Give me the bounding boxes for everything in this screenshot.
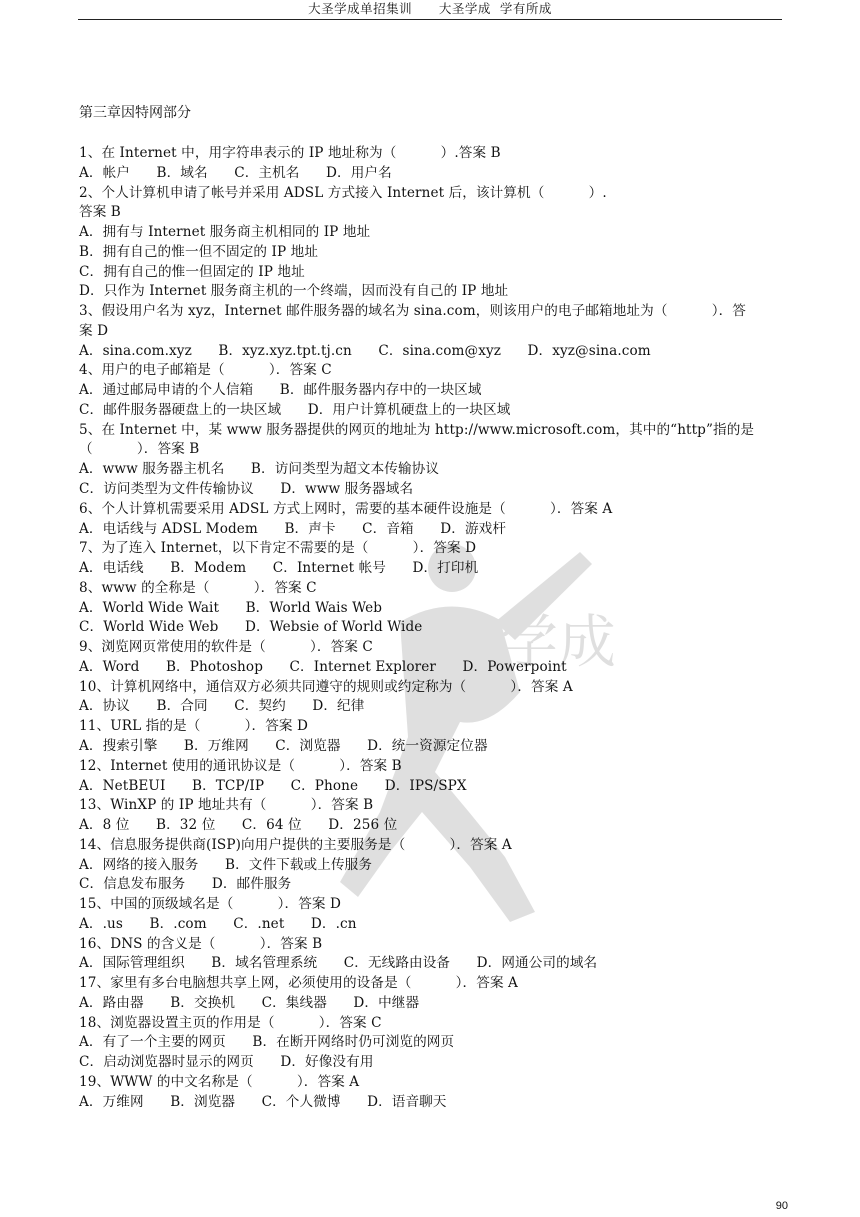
text-line: （ ）．答案 B [79, 441, 200, 458]
text-line: A．网络的接入服务 B．文件下载或上传服务 [79, 856, 373, 873]
text-line: A．协议 B．合同 C．契约 D．纪律 [79, 698, 365, 715]
text-line: C．信息发布服务 D．邮件服务 [79, 876, 292, 893]
text-line: A．有了一个主要的网页 B．在断开网络时仍可浏览的网页 [79, 1034, 455, 1051]
text-line: A．电话线 B．Modem C．Internet 帐号 D．打印机 [79, 560, 479, 577]
page-number: 90 [775, 1200, 788, 1212]
text-line: 18、浏览器设置主页的作用是（ ）．答案 C [79, 1014, 382, 1031]
text-line: 9、浏览网页常使用的软件是（ ）．答案 C [79, 639, 373, 656]
text-line: A．sina.com.xyz B．xyz.xyz.tpt.tj.cn C．sina.com@xyz D．xyz@sina.com [79, 342, 651, 359]
text-line: 12、Internet 使用的通讯协议是（ ）．答案 B [79, 757, 402, 774]
text-line: A．World Wide Wait B．World Wais Web [79, 599, 383, 616]
text-line: A．电话线与 ADSL Modem B．声卡 C．音箱 D．游戏杆 [79, 520, 507, 537]
text-line: 7、为了连入 Internet，以下肯定不需要的是（ ）．答案 D [79, 540, 477, 557]
text-line: 答案 B [79, 204, 121, 221]
text-line: 4、用户的电子邮箱是（ ）．答案 C [79, 362, 332, 379]
text-line: C．World Wide Web D．Websie of World Wide [79, 619, 423, 636]
page-header: 大圣学成单招集训 大圣学成 学有所成 [78, 0, 782, 20]
text-line: A．拥有与 Internet 服务商主机相同的 IP 地址 [79, 224, 371, 241]
text-line: A．Word B．Photoshop C．Internet Explorer D．Powerpoint [79, 658, 567, 675]
text-line: C．拥有自己的惟一但固定的 IP 地址 [79, 263, 305, 280]
watermark-text: 学成 [500, 608, 617, 676]
text-line: C．邮件服务器硬盘上的一块区域 D．用户计算机硬盘上的一块区域 [79, 401, 511, 418]
text-line: C．启动浏览器时显示的网页 D．好像没有用 [79, 1054, 374, 1071]
text-line: A．搜索引擎 B．万维网 C．浏览器 D．统一资源定位器 [79, 737, 488, 754]
text-line: A．通过邮局申请的个人信箱 B．邮件服务器内存中的一块区域 [79, 382, 482, 399]
text-line: 19、WWW 的中文名称是（ ）．答案 A [79, 1073, 360, 1090]
text-line: 17、家里有多台电脑想共享上网，必须使用的设备是（ ）．答案 A [79, 975, 518, 992]
text-line: 6、个人计算机需要采用 ADSL 方式上网时，需要的基本硬件设施是（ ）．答案 A [79, 500, 613, 517]
question-list [79, 144, 789, 1113]
text-line: 案 D [79, 322, 109, 339]
text-line: 3、假设用户名为 xyz，Internet 邮件服务器的域名为 sina.com，则该用户的电子邮箱地址为（ ）．答 [79, 303, 746, 320]
text-line: A．路由器 B．交换机 C．集线器 D．中继器 [79, 994, 420, 1011]
text-line: 8、www 的全称是（ ）．答案 C [79, 579, 317, 596]
chapter-title: 第三章因特网部分 [79, 105, 191, 121]
text-line: 14、信息服务提供商(ISP)向用户提供的主要服务是（ ）．答案 A [79, 836, 512, 853]
text-line: D．只作为 Internet 服务商主机的一个终端，因而没有自己的 IP 地址 [79, 283, 509, 300]
text-line: A．8 位 B．32 位 C．64 位 D．256 位 [79, 817, 398, 834]
text-line: 2、个人计算机申请了帐号并采用 ADSL 方式接入 Internet 后，该计算机（ ）. [79, 184, 607, 201]
text-line: A．帐户 B．域名 C．主机名 D．用户名 [79, 164, 392, 181]
text-line: 11、URL 指的是（ ）．答案 D [79, 718, 309, 735]
text-line: B．拥有自己的惟一但不固定的 IP 地址 [79, 243, 319, 260]
text-line: A．.us B．.com C．.net D．.cn [79, 915, 357, 932]
text-line: 10、计算机网络中，通信双方必须共同遵守的规则或约定称为（ ）．答案 A [79, 678, 573, 695]
text-line: A．国际管理组织 B．域名管理系统 C．无线路由设备 D．网通公司的域名 [79, 955, 598, 972]
text-line: A．www 服务器主机名 B．访问类型为超文本传输协议 [79, 461, 440, 478]
text-line: 15、中国的顶级域名是（ ）．答案 D [79, 896, 342, 913]
text-line: A．万维网 B．浏览器 C．个人微博 D．语音聊天 [79, 1093, 447, 1110]
text-line: 16、DNS 的含义是（ ）．答案 B [79, 935, 323, 952]
text-line: 5、在 Internet 中，某 www 服务器提供的网页的地址为 http://www.microsoft.com，其中的“http”指的是 [79, 421, 755, 438]
text-line: 1、在 Internet 中，用字符串表示的 IP 地址称为（ ）.答案 B [79, 145, 501, 161]
text-line: A．NetBEUI B．TCP/IP C．Phone D．IPS/SPX [79, 777, 467, 794]
text-line: 13、WinXP 的 IP 地址共有（ ）．答案 B [79, 797, 374, 814]
text-line: C．访问类型为文件传输协议 D．www 服务器域名 [79, 481, 414, 498]
